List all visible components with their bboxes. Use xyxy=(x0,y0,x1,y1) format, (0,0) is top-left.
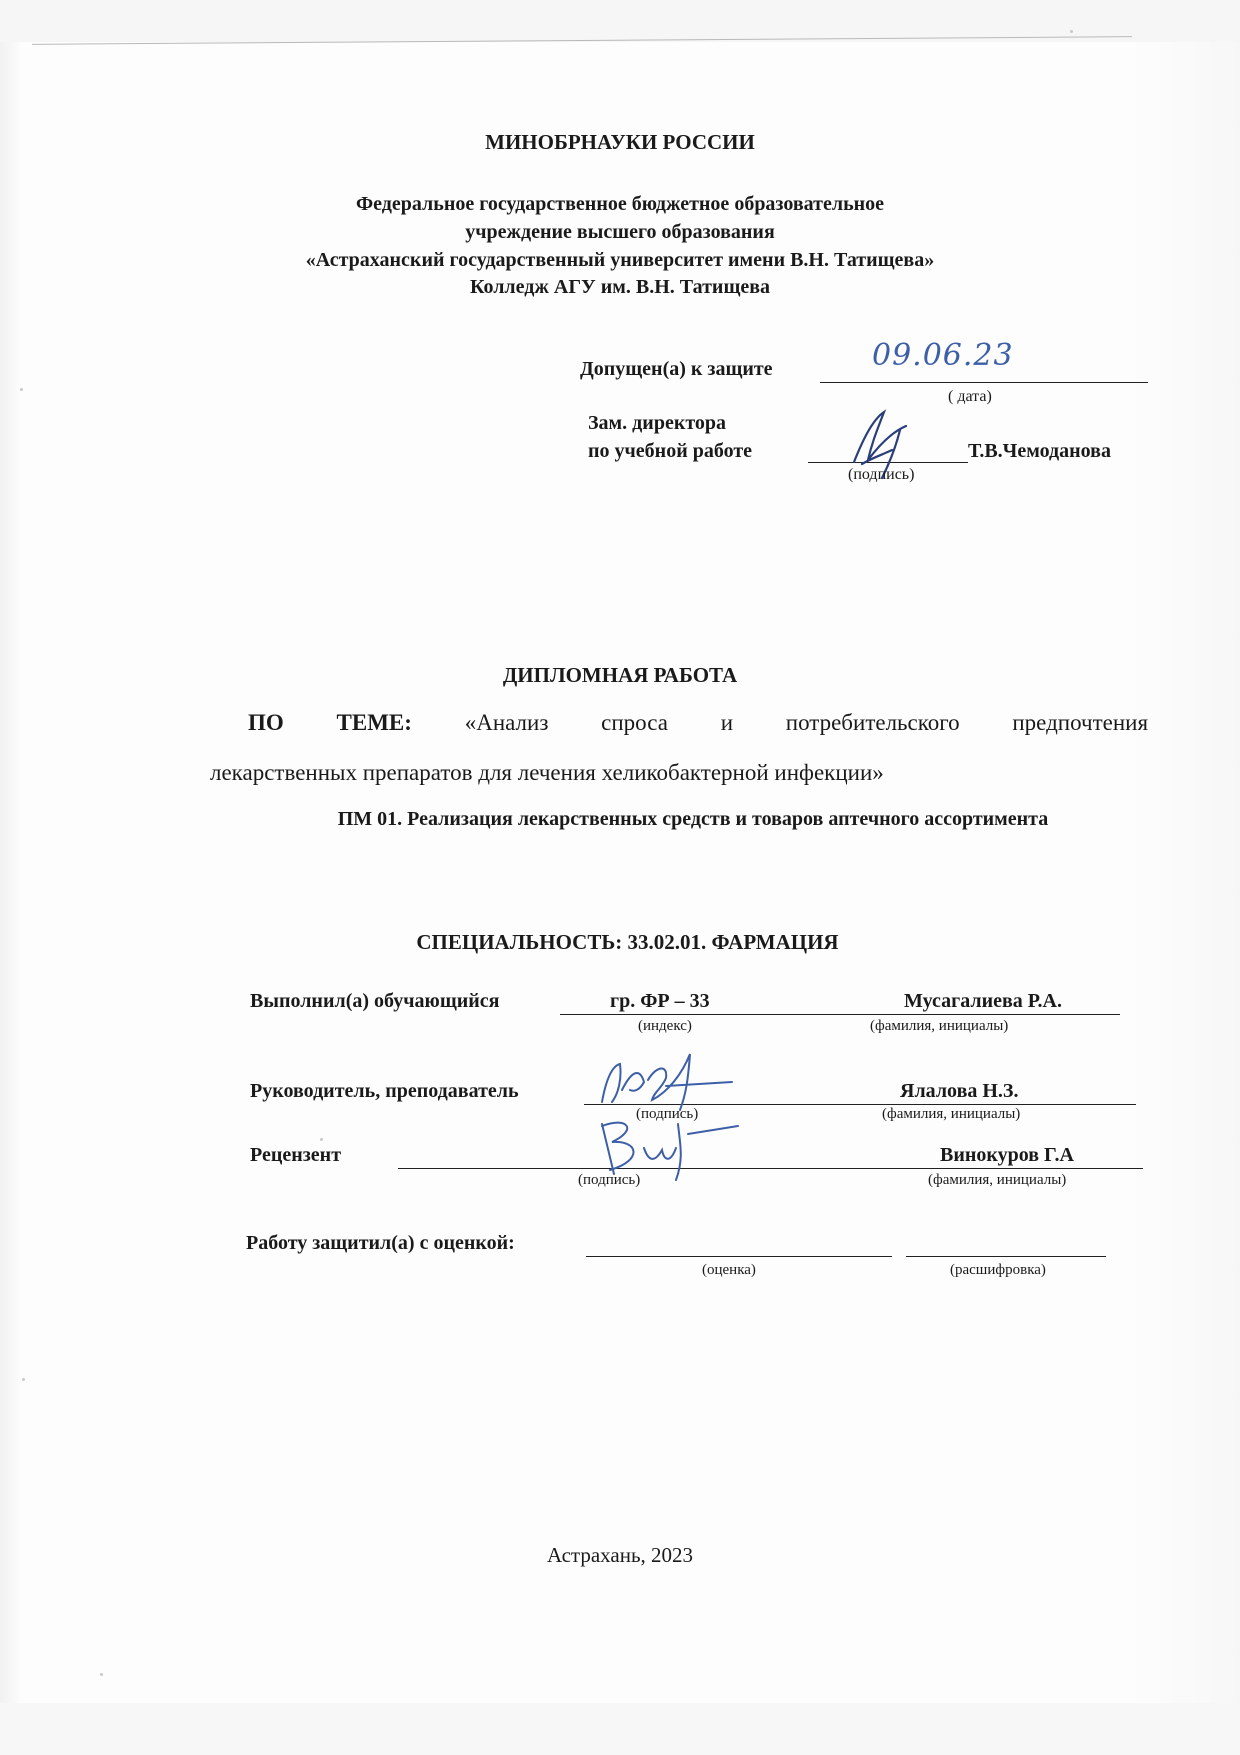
admitted-label: Допущен(а) к защите xyxy=(580,358,773,380)
scan-speck xyxy=(100,1673,103,1676)
date-caption: ( дата) xyxy=(948,388,992,405)
supervisor-name: Ялалова Н.З. xyxy=(900,1080,1019,1102)
student-label: Выполнил(а) обучающийся xyxy=(250,990,500,1012)
city-year: Астрахань, 2023 xyxy=(546,1543,694,1567)
admitted-date-line xyxy=(820,382,1148,383)
student-line xyxy=(560,1014,1120,1015)
supervisor-label: Руководитель, преподаватель xyxy=(250,1080,519,1102)
grade-line xyxy=(586,1256,892,1257)
ministry-heading: МИНОБРНАУКИ РОССИИ xyxy=(485,130,755,154)
supervisor-name-caption: (фамилия, инициалы) xyxy=(882,1106,1021,1122)
decode-caption: (расшифровка) xyxy=(950,1262,1046,1278)
topic-line-1 xyxy=(248,710,1148,736)
topic-prefix: ПО ТЕМЕ: xyxy=(248,710,412,735)
reviewer-line xyxy=(398,1168,1143,1169)
topic-line-2: лекарственных препаратов для лечения хеликобактерной инфекции» xyxy=(210,760,884,785)
reviewer-name-caption: (фамилия, инициалы) xyxy=(928,1172,1067,1188)
admitted-date-handwritten: 09.06.23 xyxy=(872,338,1014,373)
professional-module: ПМ 01. Реализация лекарственных средств и товаров аптечного ассортимента xyxy=(337,808,1049,830)
deputy-name: Т.В.Чемоданова xyxy=(968,440,1111,462)
institution-line: Федеральное государственное бюджетное образовательное xyxy=(355,193,885,215)
scan-speck xyxy=(22,1378,25,1381)
scan-edge-bottom xyxy=(0,1703,1240,1755)
scan-speck xyxy=(320,1138,323,1141)
reviewer-label: Рецензент xyxy=(250,1144,342,1166)
scan-speck xyxy=(1070,30,1073,33)
topic-text-1: «Анализ спроса и потребительского предпочтения xyxy=(464,710,1149,735)
student-group-caption: (индекс) xyxy=(638,1018,692,1034)
scan-edge-top xyxy=(0,0,1240,42)
deputy-title-line1: Зам. директора xyxy=(588,412,727,434)
grade-caption: (оценка) xyxy=(702,1262,756,1278)
student-group: гр. ФР – 33 xyxy=(610,990,710,1012)
specialty: СПЕЦИАЛЬНОСТЬ: 33.02.01. ФАРМАЦИЯ xyxy=(416,930,839,954)
institution-line: учреждение высшего образования xyxy=(465,221,775,243)
student-name-caption: (фамилия, инициалы) xyxy=(870,1018,1009,1034)
deputy-title-line2: по учебной работе xyxy=(588,440,753,462)
reviewer-name: Винокуров Г.А xyxy=(940,1144,1074,1166)
thesis-title: ДИПЛОМНАЯ РАБОТА xyxy=(502,663,738,687)
scan-speck xyxy=(20,388,23,391)
institution-line: «Астраханский государственный университет имени В.Н. Татищева» xyxy=(305,249,935,271)
deputy-signature-caption: (подпись) xyxy=(848,466,915,483)
decode-line xyxy=(906,1256,1106,1257)
supervisor-sign-caption: (подпись) xyxy=(636,1106,699,1122)
institution-line: Колледж АГУ им. В.Н. Татищева xyxy=(469,276,771,298)
student-name: Мусагалиева Р.А. xyxy=(904,990,1062,1012)
reviewer-sign-caption: (подпись) xyxy=(578,1172,641,1188)
defense-label: Работу защитил(а) с оценкой: xyxy=(246,1232,515,1254)
